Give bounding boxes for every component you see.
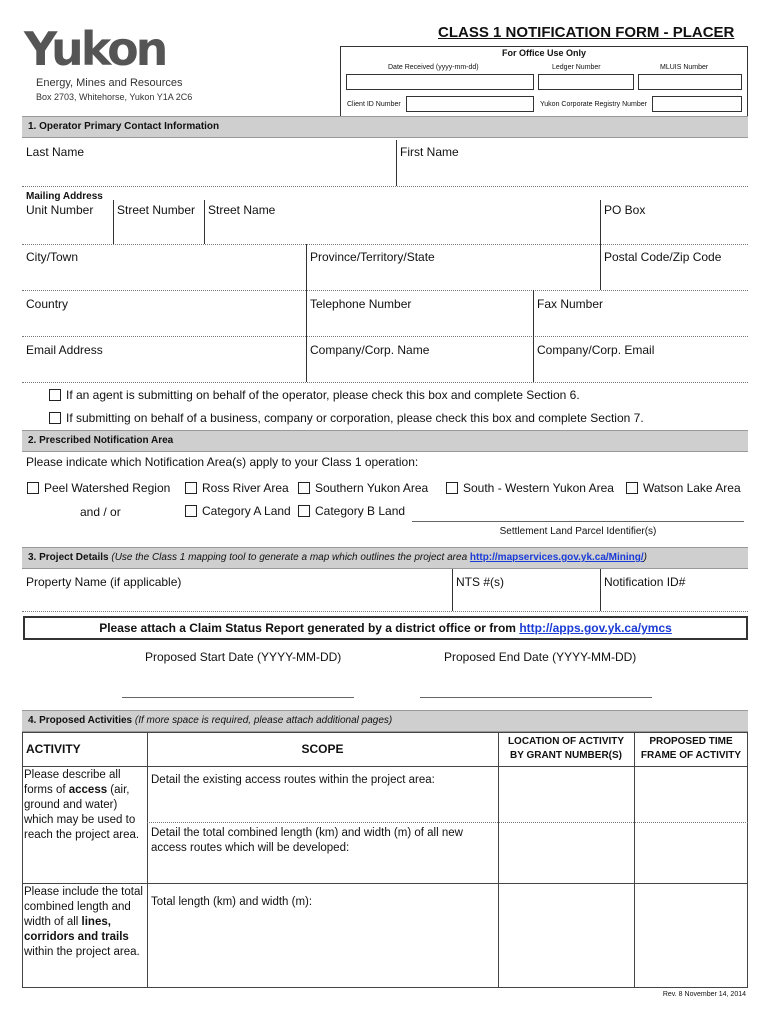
registry-number-field[interactable] bbox=[652, 96, 742, 112]
peel-watershed-label: Peel Watershed Region bbox=[44, 481, 171, 495]
ledger-number-label: Ledger Number bbox=[552, 64, 601, 71]
street-name-label: Street Name bbox=[208, 203, 276, 217]
section4-note: (If more space is required, please attach additional pages) bbox=[134, 715, 393, 726]
office-use-heading: For Office Use Only bbox=[501, 48, 587, 58]
new-access-scope: Detail the total combined length (km) and width (m) of all new access routes which will be developed: bbox=[151, 827, 463, 854]
country-label: Country bbox=[26, 297, 69, 311]
form-title: CLASS 1 NOTIFICATION FORM - PLACER bbox=[438, 24, 735, 41]
activity-column-header: ACTIVITY bbox=[26, 742, 81, 756]
southern-yukon-label: Southern Yukon Area bbox=[315, 481, 429, 495]
revision-label: Rev. 8 November 14, 2014 bbox=[662, 991, 746, 998]
fax-label: Fax Number bbox=[537, 297, 604, 311]
parcel-identifier-label: Settlement Land Parcel Identifier(s) bbox=[499, 526, 657, 537]
start-date-line[interactable] bbox=[122, 697, 354, 698]
section3-title: 3. Project Details bbox=[28, 552, 109, 563]
po-box-label: PO Box bbox=[604, 203, 646, 217]
notification-id-label: Notification ID# bbox=[604, 575, 686, 589]
section2-header: 2. Prescribed Notification Area bbox=[22, 430, 748, 452]
company-email-label: Company/Corp. Email bbox=[537, 343, 655, 357]
start-date-label: Proposed Start Date (YYYY-MM-DD) bbox=[145, 650, 342, 664]
south-western-yukon-label: South - Western Yukon Area bbox=[463, 481, 614, 495]
category-a-label: Category A Land bbox=[202, 504, 291, 518]
date-received-field[interactable] bbox=[346, 74, 534, 90]
end-date-label: Proposed End Date (YYYY-MM-DD) bbox=[444, 650, 637, 664]
time-column-header: PROPOSED TIME FRAME OF ACTIVITY bbox=[640, 736, 742, 761]
watson-lake-label: Watson Lake Area bbox=[643, 481, 741, 495]
southern-yukon-checkbox[interactable] bbox=[298, 482, 310, 494]
yukon-logo: Yukon bbox=[24, 22, 166, 76]
claim-status-box bbox=[23, 616, 748, 640]
street-number-label: Street Number bbox=[117, 203, 196, 217]
property-name-label: Property Name (if applicable) bbox=[26, 575, 182, 589]
section3-note: (Use the Class 1 mapping tool to generate a map which outlines the project area http://mapservices.gov.yk.ca/Mining/) bbox=[111, 552, 648, 563]
business-checkbox[interactable] bbox=[49, 412, 61, 424]
category-b-checkbox[interactable] bbox=[298, 505, 310, 517]
postal-label: Postal Code/Zip Code bbox=[604, 250, 722, 264]
company-name-label: Company/Corp. Name bbox=[310, 343, 430, 357]
section4-header bbox=[22, 710, 748, 732]
and-or-label: and / or bbox=[80, 505, 121, 519]
lines-activity-cell: Please include the total combined length and width of all lines, corridors and trails within the project area. bbox=[24, 886, 143, 958]
end-date-line[interactable] bbox=[420, 697, 652, 698]
section4-title: 4. Proposed Activities bbox=[28, 715, 133, 726]
notification-area-instruction: Please indicate which Notification Area(s) apply to your Class 1 operation: bbox=[26, 455, 419, 469]
last-name-label: Last Name bbox=[26, 145, 85, 159]
location-column-header: LOCATION OF ACTIVITY BY GRANT NUMBER(S) bbox=[507, 736, 625, 761]
ymcs-link[interactable]: http://apps.gov.yk.ca/ymcs bbox=[519, 621, 672, 635]
province-label: Province/Territory/State bbox=[310, 250, 435, 264]
city-label: City/Town bbox=[26, 250, 79, 264]
mailing-address-label: Mailing Address bbox=[26, 191, 103, 202]
parcel-identifier-line[interactable] bbox=[412, 521, 744, 522]
watson-lake-checkbox[interactable] bbox=[626, 482, 638, 494]
south-western-yukon-checkbox[interactable] bbox=[446, 482, 458, 494]
section3-header bbox=[22, 547, 748, 569]
client-id-label: Client ID Number bbox=[347, 101, 401, 108]
first-name-label: First Name bbox=[400, 145, 459, 159]
mapservices-link[interactable]: http://mapservices.gov.yk.ca/Mining/ bbox=[469, 552, 644, 563]
category-b-label: Category B Land bbox=[315, 504, 406, 518]
peel-watershed-checkbox[interactable] bbox=[27, 482, 39, 494]
department-address: Box 2703, Whitehorse, Yukon Y1A 2C6 bbox=[36, 92, 193, 102]
ross-river-label: Ross River Area bbox=[202, 481, 289, 495]
telephone-label: Telephone Number bbox=[310, 297, 412, 311]
mluis-number-label: MLUIS Number bbox=[660, 64, 709, 71]
agent-checkbox-label: If an agent is submitting on behalf of the operator, please check this box and complete Section 6. bbox=[66, 388, 580, 402]
scope-column-header: SCOPE bbox=[301, 742, 344, 756]
unit-number-label: Unit Number bbox=[26, 203, 94, 217]
email-label: Email Address bbox=[26, 343, 103, 357]
category-a-checkbox[interactable] bbox=[185, 505, 197, 517]
ledger-number-field[interactable] bbox=[538, 74, 634, 90]
total-length-scope: Total length (km) and width (m): bbox=[151, 896, 313, 908]
nts-label: NTS #(s) bbox=[456, 575, 504, 589]
business-checkbox-label: If submitting on behalf of a business, company or corporation, please check this box and complete Section 7. bbox=[66, 411, 644, 425]
client-id-field[interactable] bbox=[406, 96, 534, 112]
access-activity-cell: Please describe all forms of access (air, ground and water) which may be used to reach the project area. bbox=[24, 769, 140, 841]
section1-header: 1. Operator Primary Contact Information bbox=[22, 116, 748, 138]
agent-checkbox[interactable] bbox=[49, 389, 61, 401]
existing-access-scope: Detail the existing access routes within the project area: bbox=[151, 774, 435, 786]
department-name: Energy, Mines and Resources bbox=[36, 77, 183, 89]
ross-river-checkbox[interactable] bbox=[185, 482, 197, 494]
registry-number-label: Yukon Corporate Registry Number bbox=[540, 101, 647, 108]
mluis-number-field[interactable] bbox=[638, 74, 742, 90]
claim-status-text: Please attach a Claim Status Report generated by a district office or from bbox=[99, 621, 520, 635]
date-received-label: Date Received (yyyy-mm-dd) bbox=[388, 64, 479, 71]
